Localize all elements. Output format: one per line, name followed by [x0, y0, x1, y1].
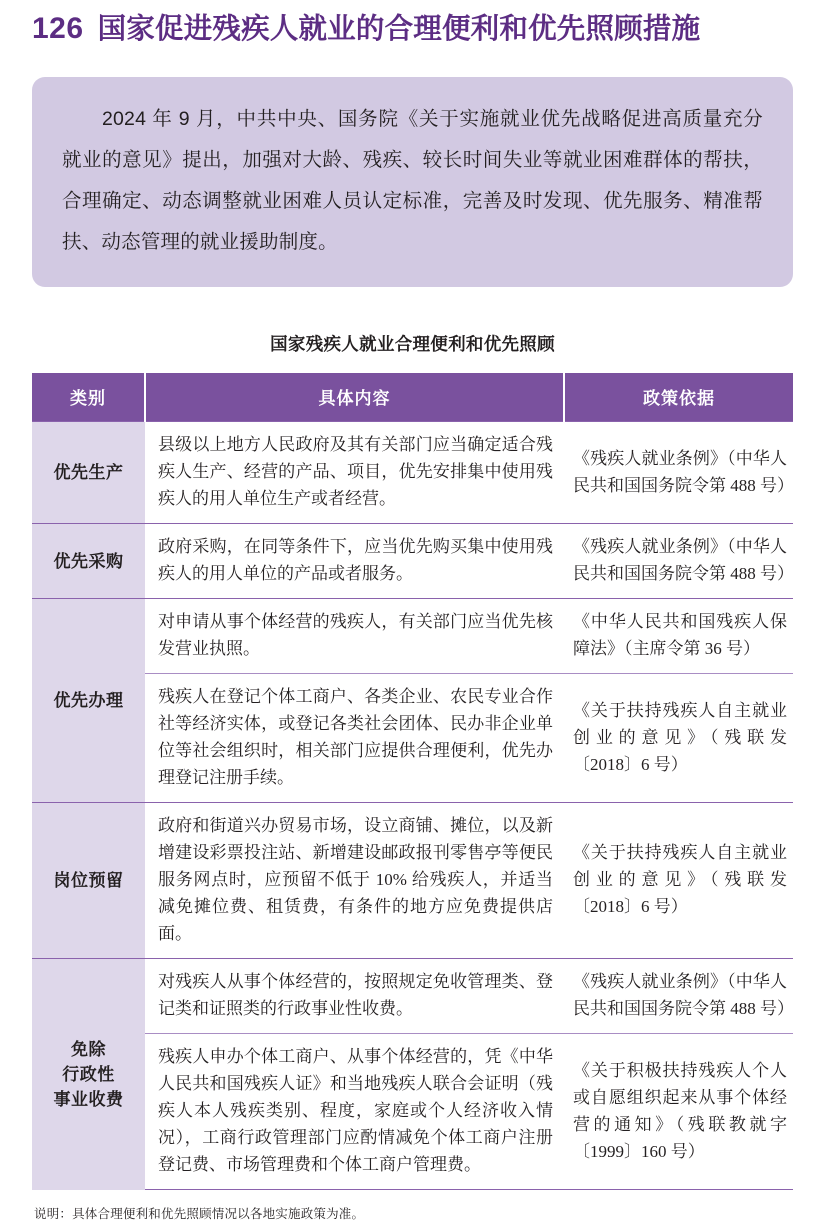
table-row	[32, 674, 793, 803]
cell-policy-basis: 《残疾人就业条例》（中华人民共和国国务院令第 488 号）	[564, 524, 793, 599]
table-row	[32, 803, 793, 959]
cell-category	[32, 803, 145, 959]
table-footnote: 说明：具体合理便利和优先照顾情况以各地实施政策为准。	[34, 1207, 365, 1221]
policy-table	[32, 373, 793, 1190]
page-title	[30, 0, 795, 44]
category-label-line: 免除	[71, 1039, 106, 1059]
section-number: 126	[32, 12, 84, 45]
cell-policy-basis: 《中华人民共和国残疾人保障法》（主席令第 36 号）	[564, 599, 793, 674]
cell-content: 残疾人在登记个体工商户、各类企业、农民专业合作社等经济实体，或登记各类社会团体、民办非企业单位等社会组织时，相关部门应提供合理便利，优先办理登记注册手续。	[145, 674, 564, 803]
cell-policy-basis: 《关于扶持残疾人自主就业创业的意见》（残联发〔2018〕6 号）	[564, 674, 793, 803]
category-label-line: 优先办理	[53, 691, 124, 710]
cell-policy-basis: 《残疾人就业条例》（中华人民共和国国务院令第 488 号）	[564, 422, 793, 524]
cell-content: 对申请从事个体经营的残疾人，有关部门应当优先核发营业执照。	[145, 599, 564, 674]
category-label	[34, 688, 143, 713]
category-label-line: 行政性	[62, 1064, 115, 1084]
cell-content: 政府采购，在同等条件下，应当优先购买集中使用残疾人的用人单位的产品或者服务。	[145, 524, 564, 599]
table-body	[32, 422, 793, 1190]
cell-category	[32, 959, 145, 1190]
category-label	[34, 1037, 143, 1112]
column-header-basis: 政策依据	[564, 373, 793, 422]
cell-content: 政府和街道兴办贸易市场，设立商铺、摊位，以及新增建设彩票投注站、新增建设邮政报刊零售亭等便民服务网点时，应预留不低于 10% 给残疾人，并适当减免摊位费、租赁费，有条件的地方应免费提供店面。	[145, 803, 564, 959]
table-row	[32, 422, 793, 524]
cell-content: 对残疾人从事个体经营的，按照规定免收管理类、登记类和证照类的行政事业性收费。	[145, 959, 564, 1034]
table-row	[32, 524, 793, 599]
cell-policy-basis: 《残疾人就业条例》（中华人民共和国国务院令第 488 号）	[564, 959, 793, 1034]
table-row	[32, 1034, 793, 1190]
policy-table-wrapper	[32, 373, 793, 1190]
cell-policy-basis: 《关于扶持残疾人自主就业创业的意见》（残联发〔2018〕6 号）	[564, 803, 793, 959]
category-label	[34, 868, 143, 893]
section-title: 国家促进残疾人就业的合理便利和优先照顾措施	[97, 13, 701, 45]
cell-category	[32, 524, 145, 599]
intro-paragraph: 2024 年 9 月，中共中央、国务院《关于实施就业优先战略促进高质量充分就业的意见》提出，加强对大龄、残疾、较长时间失业等就业困难群体的帮扶，合理确定、动态调整就业困难人员认定标准，完善及时发现、优先服务、精准帮扶、动态管理的就业援助制度。	[62, 108, 763, 253]
category-label-line: 岗位预留	[53, 871, 124, 890]
category-label-line: 优先采购	[53, 551, 124, 571]
category-label-line: 事业收费	[53, 1089, 124, 1109]
cell-content: 县级以上地方人民政府及其有关部门应当确定适合残疾人生产、经营的产品、项目，优先安排集中使用残疾人的用人单位生产或者经营。	[145, 422, 564, 524]
table-head	[32, 373, 793, 422]
table-header-row	[32, 373, 793, 422]
table-caption: 国家残疾人就业合理便利和优先照顾	[270, 334, 555, 354]
intro-callout	[32, 77, 793, 287]
category-label-line: 优先生产	[53, 463, 124, 482]
category-label	[34, 460, 143, 485]
cell-category	[32, 599, 145, 803]
cell-content: 残疾人申办个体工商户、从事个体经营的，凭《中华人民共和国残疾人证》和当地残疾人联合会证明（残疾人本人残疾类别、程度，家庭或个人经济收入情况），工商行政管理部门应酌情减免个体工商户注册登记费、市场管理费和个体工商户管理费。	[145, 1034, 564, 1190]
category-label	[34, 549, 143, 574]
column-header-category: 类别	[32, 373, 145, 422]
column-header-content: 具体内容	[145, 373, 564, 422]
table-row	[32, 599, 793, 674]
cell-policy-basis: 《关于积极扶持残疾人个人或自愿组织起来从事个体经营的通知》（残联教就字〔1999〕160 号）	[564, 1034, 793, 1190]
cell-category	[32, 422, 145, 524]
table-row	[32, 959, 793, 1034]
